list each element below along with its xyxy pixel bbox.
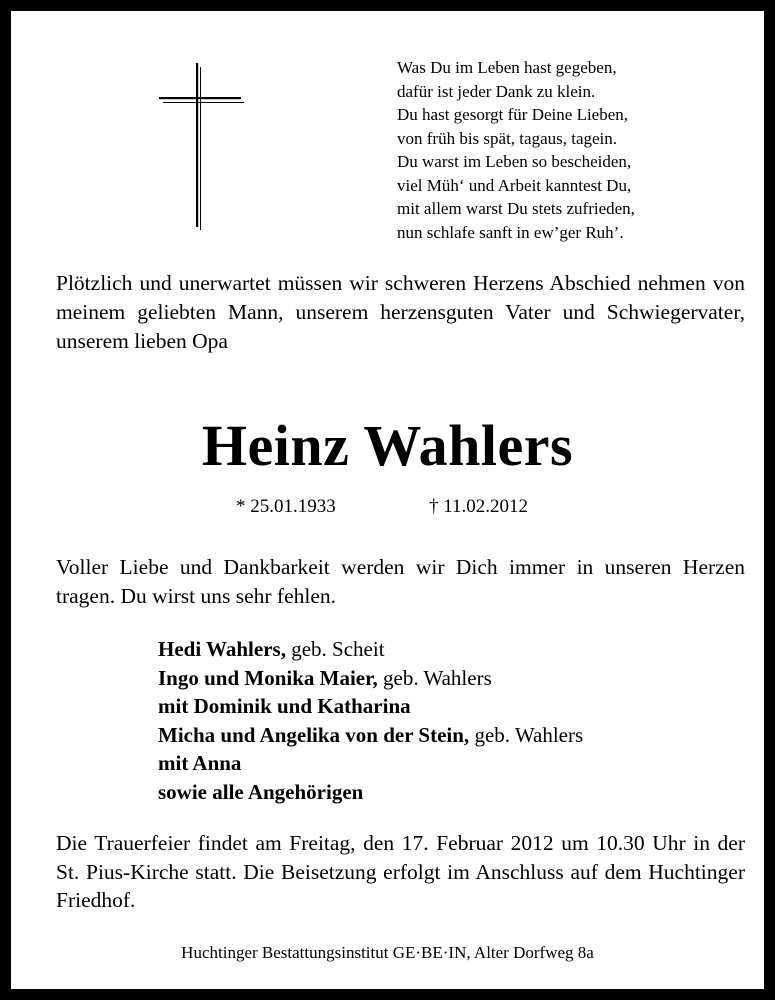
poem-line: Du hast gesorgt für Deine Lieben, bbox=[397, 105, 629, 124]
birth-date: * 25.01.1933 bbox=[236, 496, 336, 517]
mourner-maiden: geb. Wahlers bbox=[377, 665, 492, 690]
mourner-line bbox=[158, 749, 583, 778]
mourner-line bbox=[158, 692, 583, 721]
poem-line: von früh bis spät, tagaus, tagein. bbox=[397, 128, 618, 148]
poem-line: nun schlafe sanft in ew’ger Ruh’. bbox=[397, 222, 624, 242]
mourner-maiden: geb. Wahlers bbox=[469, 722, 584, 747]
mourner-names: Hedi Wahlers, bbox=[158, 637, 286, 661]
mourner-line bbox=[158, 635, 583, 664]
poem-line: viel Müh‘ und Arbeit kanntest Du, bbox=[397, 175, 632, 195]
service-text: Die Trauerfeier findet am Freitag, den 17. Februar 2012 um 10.30 Uhr in der St. Pius-Kirche statt. Die Beisetzung erfolgt im Anschluss auf dem Huchtinger Friedhof. bbox=[56, 831, 745, 912]
poem-line: Was Du im Leben hast gegeben, bbox=[397, 58, 617, 77]
funeral-home-footer: Huchtinger Bestattungsinstitut GE·BE·IN, Alter Dorfweg 8a bbox=[181, 943, 594, 962]
mourner-names: Ingo und Monika Maier, bbox=[158, 665, 378, 690]
poem-line: dafür ist jeder Dank zu klein. bbox=[397, 81, 596, 101]
tribute-text: Voller Liebe und Dankbarkeit werden wir Dich immer in unseren Herzen tragen. Du wirst uns sehr fehlen. bbox=[56, 555, 745, 608]
poem-line: mit allem warst Du stets zufrieden, bbox=[397, 199, 635, 218]
mourner-names: sowie alle Angehörigen bbox=[158, 779, 364, 804]
mourners-list bbox=[158, 635, 583, 806]
mourner-line bbox=[158, 721, 583, 750]
mourner-names: mit Dominik und Katharina bbox=[158, 694, 411, 718]
mourner-line bbox=[158, 664, 583, 693]
deceased-name: Heinz Wahlers bbox=[201, 413, 574, 478]
mourner-line bbox=[158, 778, 583, 807]
death-date: † 11.02.2012 bbox=[429, 496, 529, 517]
poem bbox=[397, 56, 635, 244]
mourner-names: mit Anna bbox=[158, 751, 242, 775]
poem-line: Du warst im Leben so bescheiden, bbox=[397, 152, 632, 171]
mourner-names: Micha und Angelika von der Stein, bbox=[158, 722, 470, 747]
intro-text: Plötzlich und unerwartet müssen wir schweren Herzens Abschied nehmen von meinem geliebten Mann, unserem herzensguten Vater und Schwiegervater, unserem lieben Opa bbox=[56, 271, 745, 353]
mourner-maiden: geb. Scheit bbox=[285, 637, 385, 661]
cross-icon bbox=[156, 63, 251, 233]
